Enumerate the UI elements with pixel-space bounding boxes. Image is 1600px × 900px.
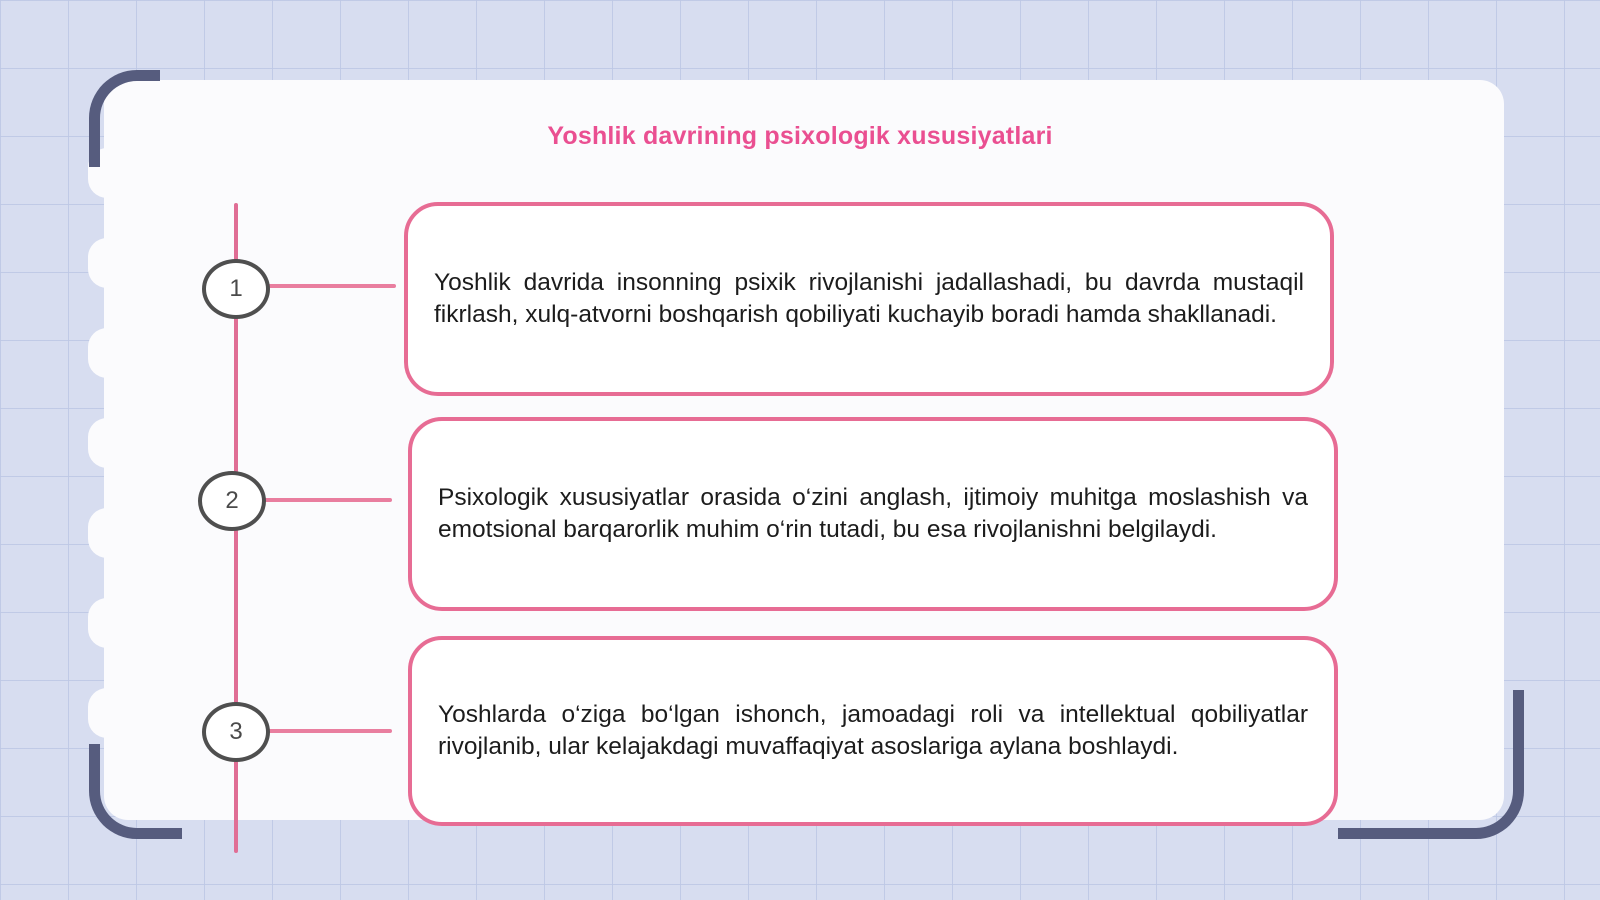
step-text: Yoshlik davrida insonning psixik rivojlanishi jadallashadi, bu davrda mustaqil fikrlash, xulq-atvorni boshqarish qobiliyati kuchayib boradi hamda shakllanadi. (434, 269, 1304, 328)
paper-notch (88, 598, 126, 648)
step-number-circle (202, 259, 270, 319)
frame-corner-bottom-right (1338, 690, 1524, 839)
step-text: Yoshlarda o‘ziga bo‘lgan ishonch, jamoadagi roli va intellektual qobiliyatlar rivojlanib, ular kelajakdagi muvaffaqiyat asoslariga aylana boshlaydi. (438, 701, 1308, 760)
step-connector (268, 284, 396, 288)
step-number-circle (202, 702, 270, 762)
step-number: 3 (229, 718, 243, 745)
step-connector (264, 498, 392, 502)
paper-notch (88, 688, 126, 738)
step-number: 2 (225, 487, 239, 514)
paper-notch (88, 238, 126, 288)
slide-title: Yoshlik davrining psixologik xususiyatlari (547, 122, 1053, 150)
paper-notch (88, 418, 126, 468)
frame-corner-bottom-left (89, 744, 182, 839)
step-card (404, 202, 1334, 396)
step-number: 1 (229, 275, 243, 302)
step-connector (268, 729, 392, 733)
step-text: Psixologik xususiyatlar orasida o‘zini anglash, ijtimoiy muhitga moslashish va emotsional barqarorlik muhim o‘rin tutadi, bu esa rivojlanishni belgilaydi. (438, 484, 1308, 543)
step-number-circle (198, 471, 266, 531)
paper-notch (88, 328, 126, 378)
step-card (408, 417, 1338, 611)
step-card (408, 636, 1338, 826)
paper-notch (88, 508, 126, 558)
frame-corner-top-left (89, 70, 160, 167)
